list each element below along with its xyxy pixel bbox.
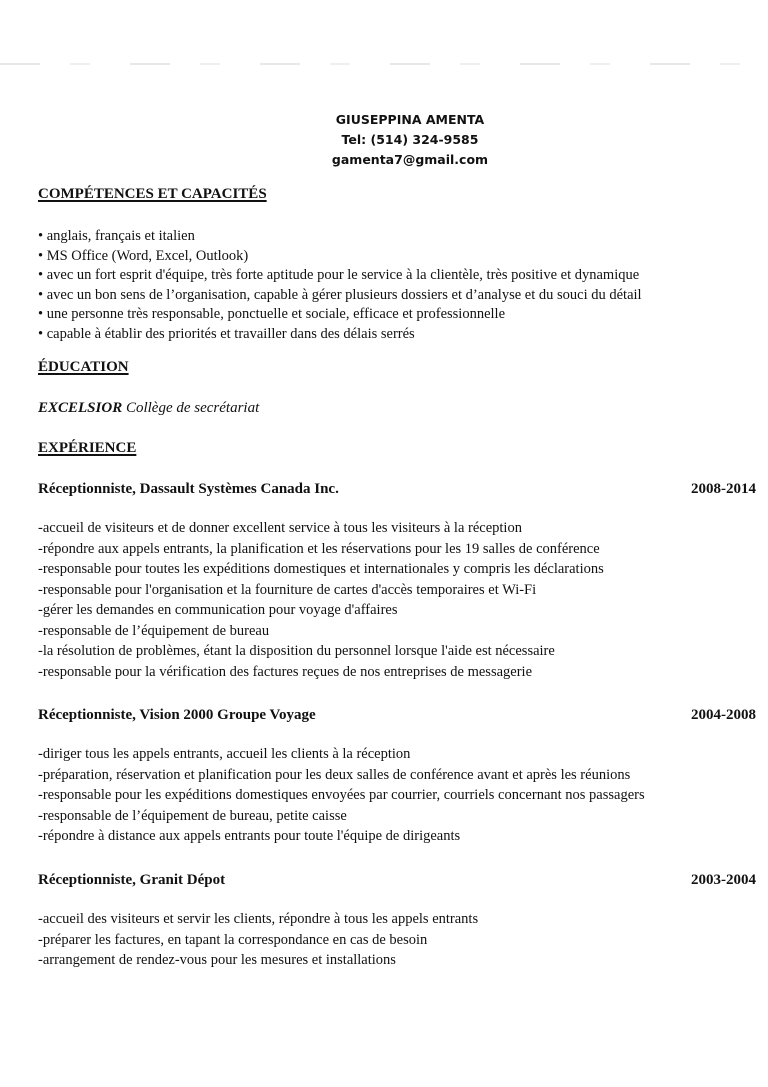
job-title: Réceptionniste, Granit Dépot: [38, 872, 226, 888]
job-entry: [38, 872, 756, 971]
job-duty: -responsable de l’équipement de bureau: [38, 622, 270, 639]
skill-item: • anglais, français et italien: [38, 227, 642, 247]
job-entry: [38, 481, 756, 682]
job-duties: [38, 909, 756, 971]
experience-section-title: EXPÉRIENCE: [38, 440, 137, 456]
job-title: Réceptionniste, Dassault Systèmes Canada Inc.: [38, 481, 339, 497]
email-address: gamenta7@gmail.com: [331, 152, 489, 167]
school-program: Collège de secrétariat: [122, 400, 260, 416]
education-entry: [38, 400, 259, 417]
job-years: 2004-2008: [691, 707, 756, 723]
scan-artifact-line: [0, 63, 768, 65]
job-duty: -accueil des visiteurs et servir les clients, répondre à tous les appels entrants: [38, 911, 479, 927]
job-duty: -arrangement de rendez-vous pour les mesures et installations: [38, 952, 396, 968]
job-duty: -préparation, réservation et planification pour les deux salles de conférence avant et après les réunions: [38, 766, 631, 783]
skill-item: • avec un bon sens de l’organisation, capable à gérer plusieurs dossiers et d’analyse et du souci du détail: [38, 286, 642, 306]
skills-section-title: COMPÉTENCES ET CAPACITÉS: [38, 186, 267, 202]
skill-item: • MS Office (Word, Excel, Outlook): [38, 247, 642, 267]
job-duty: -la résolution de problèmes, étant la disposition du personnel lorsque l'aide est nécessaire: [38, 643, 555, 659]
job-duty: -accueil de visiteurs et de donner excellent service à tous les visiteurs à la réception: [38, 520, 522, 536]
job-duty: -gérer les demandes en communication pour voyage d'affaires: [38, 602, 398, 618]
skills-list: [38, 227, 642, 344]
skill-item: • une personne très responsable, ponctuelle et sociale, efficace et professionnelle: [38, 305, 642, 325]
job-years: 2003-2004: [691, 872, 756, 888]
school-name: EXCELSIOR: [38, 400, 123, 416]
job-duty: -préparer les factures, en tapant la correspondance en cas de besoin: [38, 931, 428, 948]
education-section-title: ÉDUCATION: [38, 359, 129, 375]
skill-item: • avec un fort esprit d'équipe, très forte aptitude pour le service à la clientèle, très positive et dynamique: [38, 266, 642, 286]
job-duties: [38, 518, 756, 682]
job-title: Réceptionniste, Vision 2000 Groupe Voyage: [38, 707, 316, 723]
job-duty: -responsable pour les expéditions domestiques envoyées par courrier, courriels concernant nos passagers: [38, 787, 645, 803]
job-duty: -responsable de l’équipement de bureau, petite caisse: [38, 807, 347, 824]
job-duty: -répondre à distance aux appels entrants pour toute l'équipe de dirigeants: [38, 828, 461, 844]
job-duty: -responsable pour la vérification des factures reçues de nos entreprises de messagerie: [38, 663, 533, 680]
phone-number: Tel: (514) 324-9585: [341, 132, 479, 147]
candidate-name: GIUSEPPINA AMENTA: [335, 112, 485, 127]
job-duty: -répondre aux appels entrants, la planification et les réservations pour les 19 salles de conférence: [38, 540, 600, 557]
job-duty: -responsable pour l'organisation et la fourniture de cartes d'accès temporaires et Wi-Fi: [38, 581, 537, 598]
job-duties: [38, 744, 756, 847]
job-duty: -diriger tous les appels entrants, accueil les clients à la réception: [38, 746, 411, 762]
contact-header: [0, 110, 768, 170]
skill-item: • capable à établir des priorités et travailler dans des délais serrés: [38, 325, 642, 345]
job-years: 2008-2014: [691, 481, 756, 497]
job-duty: -responsable pour toutes les expéditions domestiques et internationales y compris les déclarations: [38, 561, 604, 577]
job-entry: [38, 707, 756, 847]
